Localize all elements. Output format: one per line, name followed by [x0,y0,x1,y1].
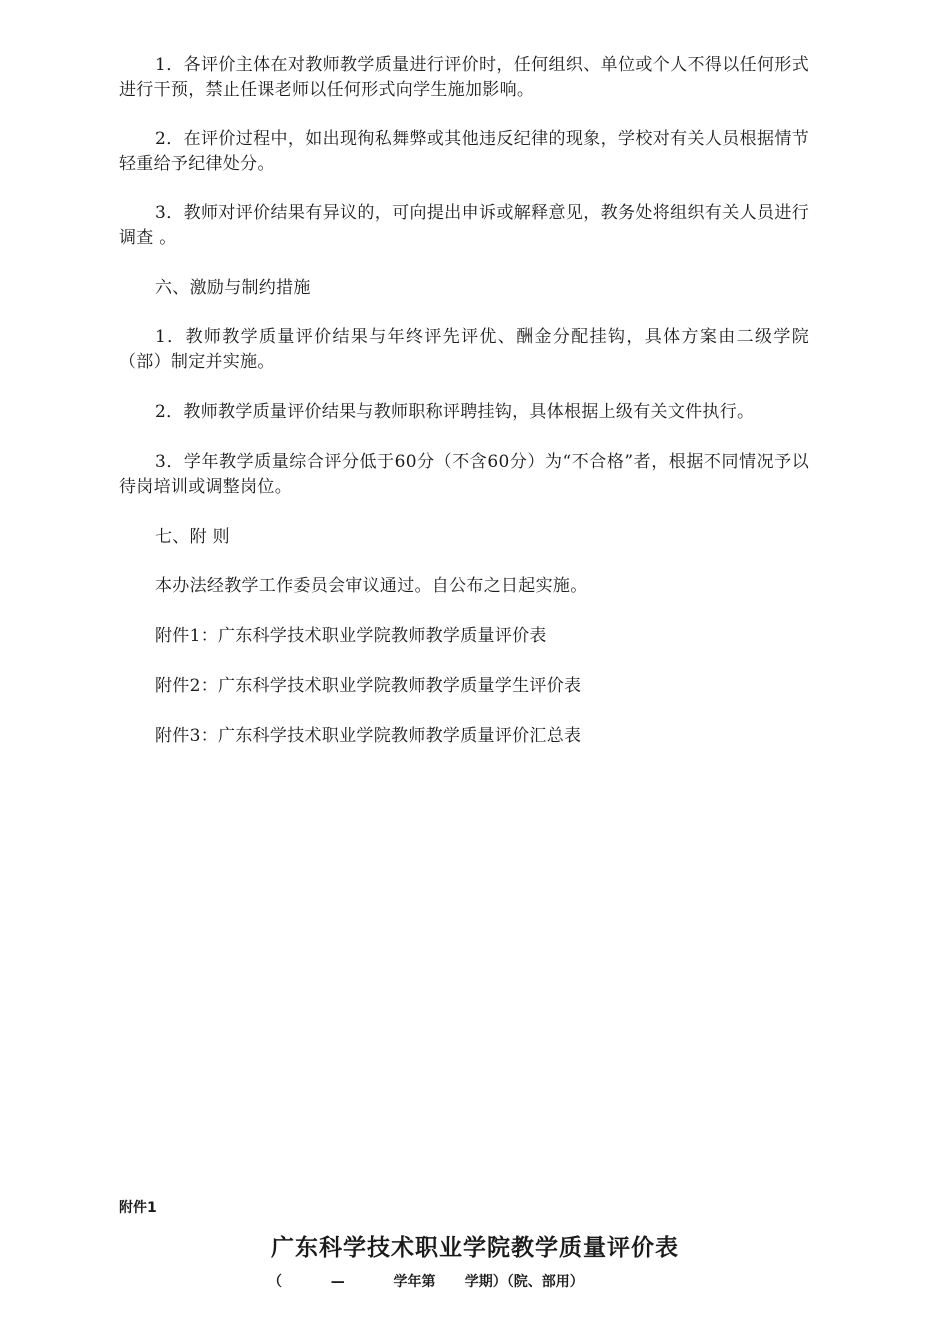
paragraph-enactment: 本办法经教学工作委员会审议通过。自公布之日起实施。 [155,576,588,596]
annex-label: 附件1 [119,1200,157,1216]
section-heading-appendix: 七、附 则 [155,527,230,547]
attachment-1-link: 附件1：广东科学技术职业学院教师教学质量评价表 [155,626,547,646]
paragraph-evaluation-no-interference: 1．各评价主体在对教师教学质量进行评价时，任何组织、单位或个人不得以任何形式进行干预，禁止任课老师以任何形式向学生施加影响。 [119,55,809,100]
paragraph-appeal: 3．教师对评价结果有异议的，可向提出申诉或解释意见，教务处将组织有关人员进行调查 。 [119,203,809,248]
section-heading-incentives: 六、激励与制约措施 [155,278,311,298]
paragraph-discipline: 2．在评价过程中，如出现徇私舞弊或其他违反纪律的现象，学校对有关人员根据情节轻重给予纪律处分。 [119,129,809,174]
annex-subtitle: （ — 学年第 学期）（院、部用） [268,1274,584,1290]
annex-title: 广东科学技术职业学院教学质量评价表 [271,1235,679,1261]
paragraph-incentive-title: 2．教师教学质量评价结果与教师职称评聘挂钩，具体根据上级有关文件执行。 [155,402,755,422]
attachment-2-link: 附件2：广东科学技术职业学院教师教学质量学生评价表 [155,676,582,696]
paragraph-incentive-awards: 1．教师教学质量评价结果与年终评先评优、酬金分配挂钩，具体方案由二级学院（部）制定并实施。 [119,327,809,372]
attachment-3-link: 附件3：广东科学技术职业学院教师教学质量评价汇总表 [155,726,582,746]
paragraph-incentive-unqualified: 3．学年教学质量综合评分低于60分（不含60分）为“不合格”者，根据不同情况予以待岗培训或调整岗位。 [119,452,809,497]
